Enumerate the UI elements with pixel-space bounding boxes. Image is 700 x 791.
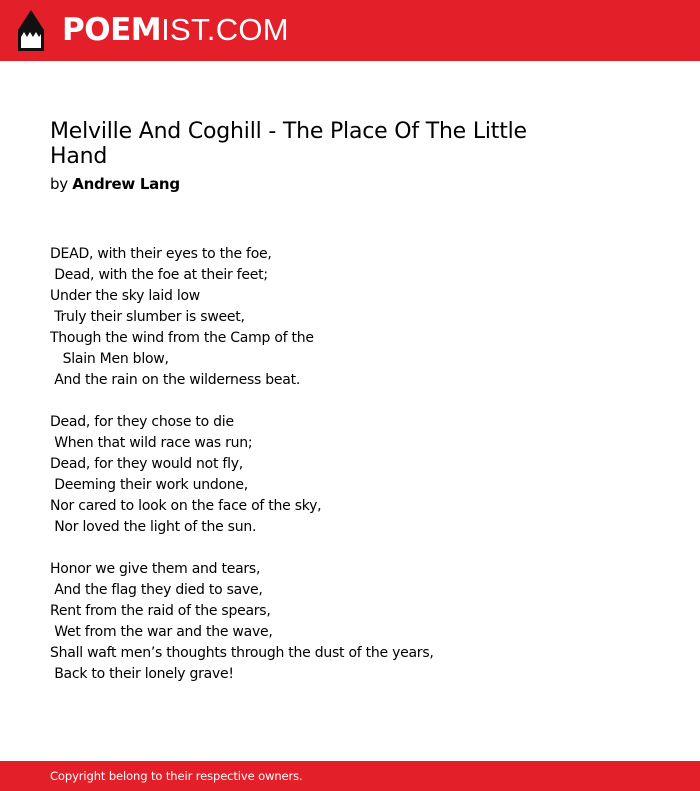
poem-line: When that wild race was run; bbox=[50, 435, 253, 451]
poem-line: Wet from the war and the wave, bbox=[50, 624, 273, 640]
byline bbox=[50, 174, 180, 194]
poem-line: Shall waft men’s thoughts through the dust of the years, bbox=[50, 645, 434, 661]
poem-line: Under the sky laid low bbox=[50, 288, 200, 304]
poem-line: Nor loved the light of the sun. bbox=[50, 519, 257, 535]
poem-line: Though the wind from the Camp of the bbox=[50, 330, 314, 346]
poem-line: Truly their slumber is sweet, bbox=[50, 309, 245, 325]
poem-line bbox=[50, 391, 434, 412]
poem-body bbox=[50, 244, 434, 685]
logo-bold-text: POEM bbox=[62, 12, 162, 48]
poem-line bbox=[50, 538, 434, 559]
poem-line: Dead, for they chose to die bbox=[50, 414, 234, 430]
poem-line: Deeming their work undone, bbox=[50, 477, 248, 493]
poem-line: DEAD, with their eyes to the foe, bbox=[50, 246, 272, 262]
author-name: Andrew Lang bbox=[72, 175, 180, 193]
site-logo[interactable] bbox=[62, 11, 289, 49]
by-label: by bbox=[50, 175, 68, 193]
copyright-text: Copyright belong to their respective owners. bbox=[50, 769, 303, 783]
logo-light-text: IST.COM bbox=[161, 12, 289, 47]
poem-line: Honor we give them and tears, bbox=[50, 561, 261, 577]
poem-line: Slain Men blow, bbox=[50, 351, 169, 367]
site-footer bbox=[0, 761, 700, 791]
poem-line: Back to their lonely grave! bbox=[50, 666, 234, 682]
poem-line: Dead, for they would not fly, bbox=[50, 456, 243, 472]
poem-line: Nor cared to look on the face of the sky, bbox=[50, 498, 322, 514]
site-header bbox=[0, 0, 700, 61]
poem-title: Melville And Coghill - The Place Of The Little Hand bbox=[50, 119, 527, 169]
poem-line: And the rain on the wilderness beat. bbox=[50, 372, 301, 388]
poem-line: And the flag they died to save, bbox=[50, 582, 263, 598]
poem-line: Dead, with the foe at their feet; bbox=[50, 267, 268, 283]
pencil-icon[interactable] bbox=[18, 10, 44, 51]
poem-line: Rent from the raid of the spears, bbox=[50, 603, 271, 619]
